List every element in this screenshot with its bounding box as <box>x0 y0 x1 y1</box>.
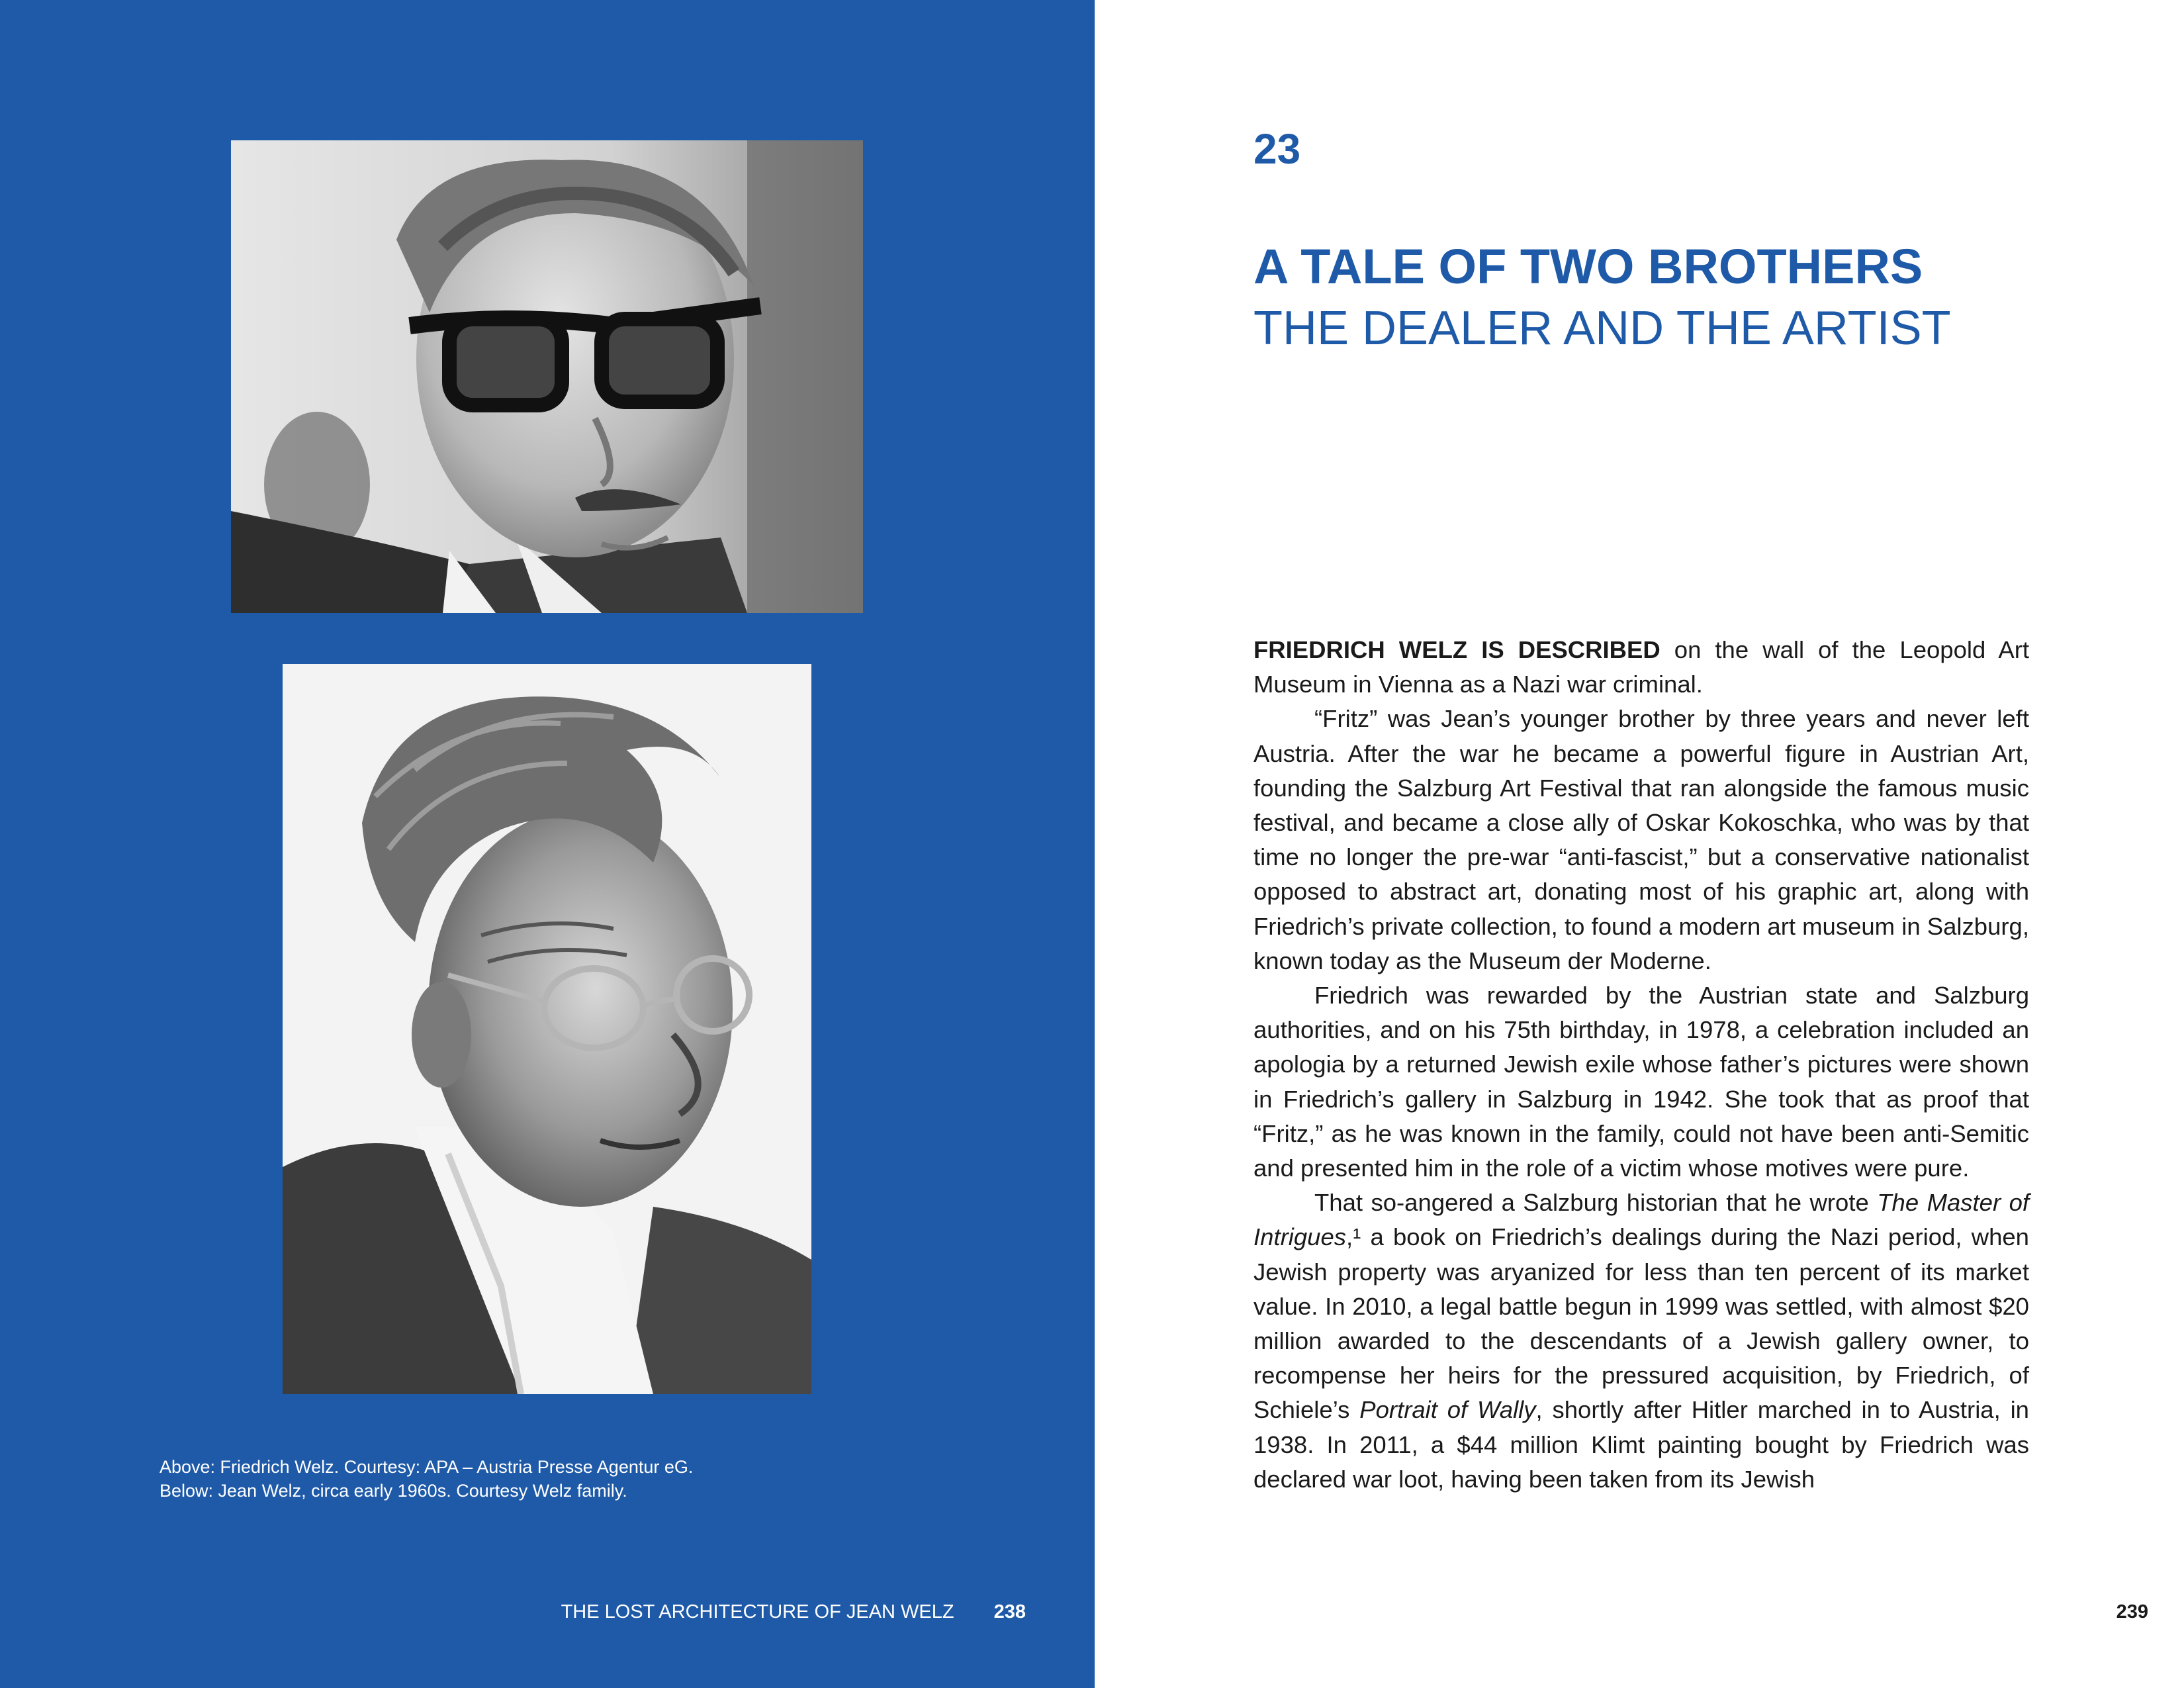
book-title: The Master of Intrigues <box>1253 1189 2030 1251</box>
artwork-title: Portrait of Wally <box>1359 1396 1536 1424</box>
lead-in: FRIEDRICH WELZ IS DESCRIBED <box>1253 636 1661 663</box>
paragraph-1: FRIEDRICH WELZ IS DESCRIBED on the wall of the Leopold Art Museum in Vienna as a Nazi war criminal. <box>1253 636 2029 698</box>
caption-line-above: Above: Friedrich Welz. Courtesy: APA – Austria Presse Agentur eG. <box>159 1457 694 1477</box>
page-number-left: 238 <box>993 1601 1026 1622</box>
photo-friedrich-welz <box>231 140 863 613</box>
right-page <box>1095 0 2184 1688</box>
caption-line-below: Below: Jean Welz, circa early 1960s. Courtesy Welz family. <box>159 1481 627 1501</box>
page-number-right: 239 <box>2116 1601 2148 1622</box>
paragraph-4: That so-angered a Salzburg historian that he wrote The Master of Intrigues,¹ a book on Friedrich’s dealings during the Nazi period, when Jewish property was aryanized for less than ten percent of its market value. In 2010, a legal battle begun in 1999 was settled, with almost $20 million awarded to the descendants of a Jewish gallery owner, to recompense her heirs for the pressured acquisition, by Friedrich, of Schiele’s Portrait of Wally, shortly after Hitler marched in to Austria, in 1938. In 2011, a $44 million Klimt painting bought by Friedrich was declared war loot, having been taken from its Jewish <box>1253 1189 2030 1493</box>
photo-jean-welz <box>283 664 811 1394</box>
left-page-footer <box>561 1601 1026 1623</box>
chapter-title: A TALE OF TWO BROTHERS <box>1253 239 1923 294</box>
paragraph-2: “Fritz” was Jean’s younger brother by three years and never left Austria. After the war he became a powerful figure in Austrian Art, founding the Salzburg Art Festival that ran alongside the famous music festival, and became a close ally of Oskar Kokoschka, who was by that time no longer the pre-war “anti-fascist,” but a conservative nationalist opposed to abstract art, donating most of his graphic art, along with Friedrich’s private collection, to found a modern art museum in Salzburg, known today as the Museum der Moderne. <box>1253 705 2029 974</box>
running-title: THE LOST ARCHITECTURE OF JEAN WELZ <box>561 1601 954 1622</box>
paragraph-3: Friedrich was rewarded by the Austrian state and Salzburg authorities, and on his 75th birthday, in 1978, a celebration included an apologia by a returned Jewish exile whose father’s pictures were shown in Friedrich’s gallery in Salzburg in 1942. She took that as proof that “Fritz,” as he was known in the family, could not have been anti-Semitic and presented him in the role of a victim whose motives were pure. <box>1253 982 2029 1182</box>
photo-caption <box>159 1455 887 1503</box>
chapter-number: 23 <box>1253 125 1301 173</box>
chapter-subtitle: THE DEALER AND THE ARTIST <box>1253 302 1951 355</box>
chapter-body <box>1253 633 2029 1497</box>
